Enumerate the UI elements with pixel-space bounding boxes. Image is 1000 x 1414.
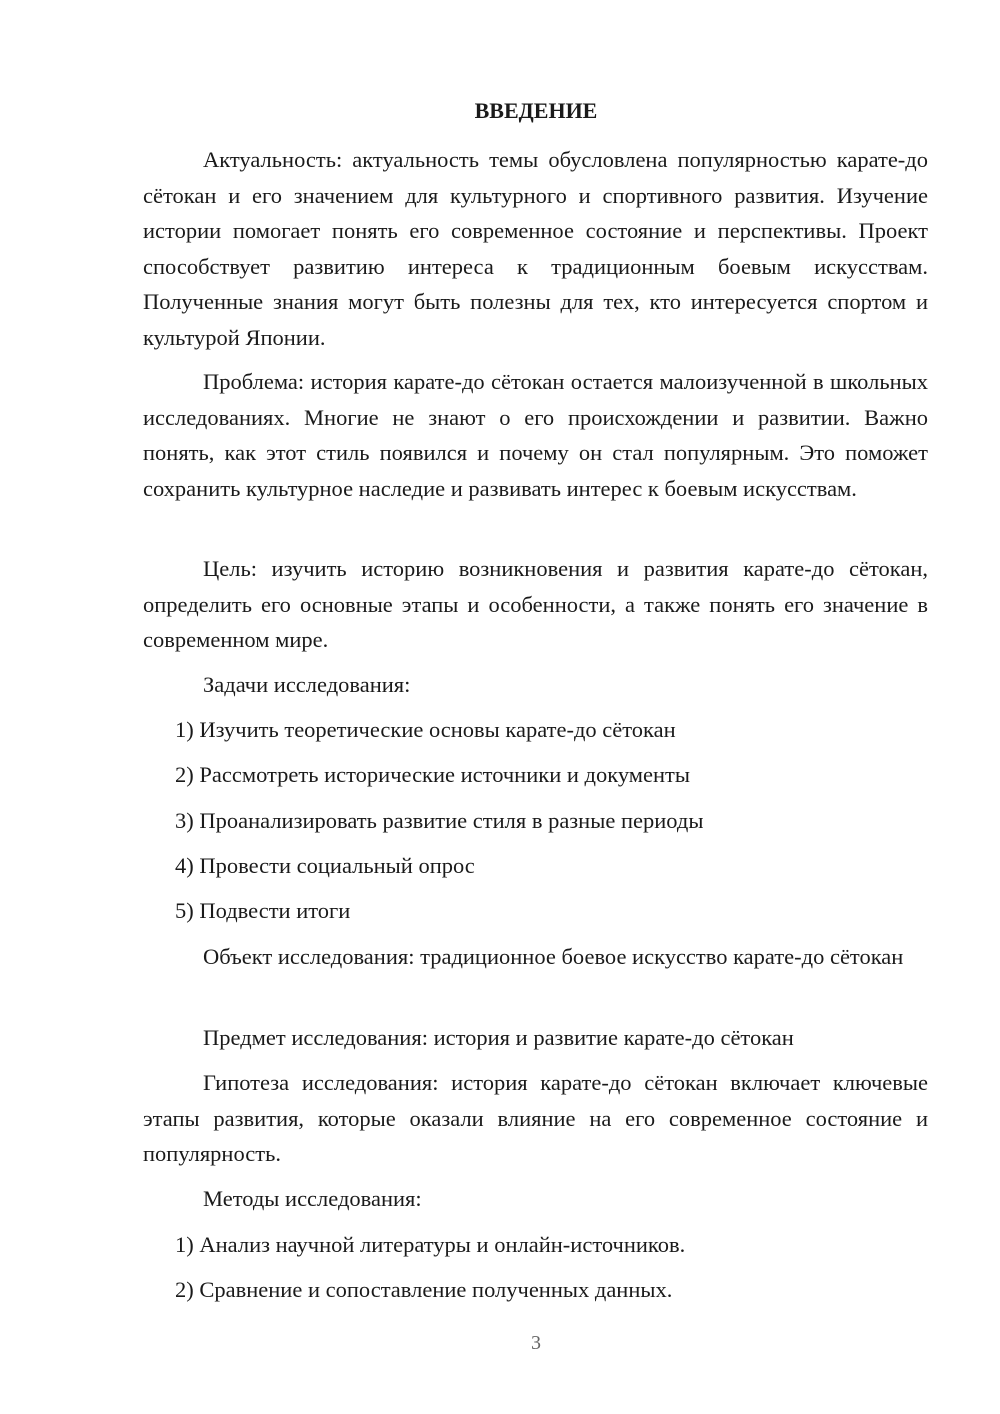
relevance-paragraph: Актуальность: актуальность темы обусловлена популярностью карате-до сётокан и его значением для культурного и спортивного развития. Изучение истории помогает понять его современное состояние и перспективы. Проект способствует развитию интереса к традиционным боевым искусствам. Полученные знания могут быть полезны для тех, кто интересуется спортом и культурой Японии. (143, 147, 928, 350)
page-title: ВВЕДЕНИЕ (474, 98, 598, 123)
tasks-heading: Задачи исследования: (203, 672, 411, 697)
object-paragraph: Объект исследования: традиционное боевое искусство карате-до сётокан (203, 944, 904, 969)
page-number: 3 (531, 1332, 541, 1354)
hypothesis-paragraph: Гипотеза исследования: история карате-до сётокан включает ключевые этапы развития, которые оказали влияние на его современное состояние и популярность. (143, 1070, 928, 1166)
object-section (143, 939, 928, 975)
subject-line: Предмет исследования: история и развитие карате-до сётокан (203, 1025, 794, 1050)
problem-paragraph: Проблема: история карате-до сётокан остается малоизученной в школьных исследованиях. Многие не знают о его происхождении и развитии. Важно понять, как этот стиль появился и почему он стал популярным. Это поможет сохранить культурное наследие и развивать интерес к боевым искусствам. (143, 369, 928, 501)
task-item: 4) Провести социальный опрос (175, 853, 475, 878)
task-item: 3) Проанализировать развитие стиля в разные периоды (175, 808, 704, 833)
relevance-section (143, 142, 928, 355)
hypothesis-section (143, 1065, 928, 1172)
task-item: 1) Изучить теоретические основы карате-до сётокан (175, 717, 676, 742)
problem-section (143, 364, 928, 506)
method-item: 2) Сравнение и сопоставление полученных данных. (175, 1277, 673, 1302)
method-item: 1) Анализ научной литературы и онлайн-источников. (175, 1232, 686, 1257)
task-item: 2) Рассмотреть исторические источники и документы (175, 762, 691, 787)
methods-heading: Методы исследования: (203, 1186, 422, 1211)
goal-section (143, 551, 928, 658)
task-item: 5) Подвести итоги (175, 898, 351, 923)
goal-paragraph: Цель: изучить историю возникновения и развития карате-до сётокан, определить его основные этапы и особенности, а также понять его значение в современном мире. (143, 556, 928, 652)
